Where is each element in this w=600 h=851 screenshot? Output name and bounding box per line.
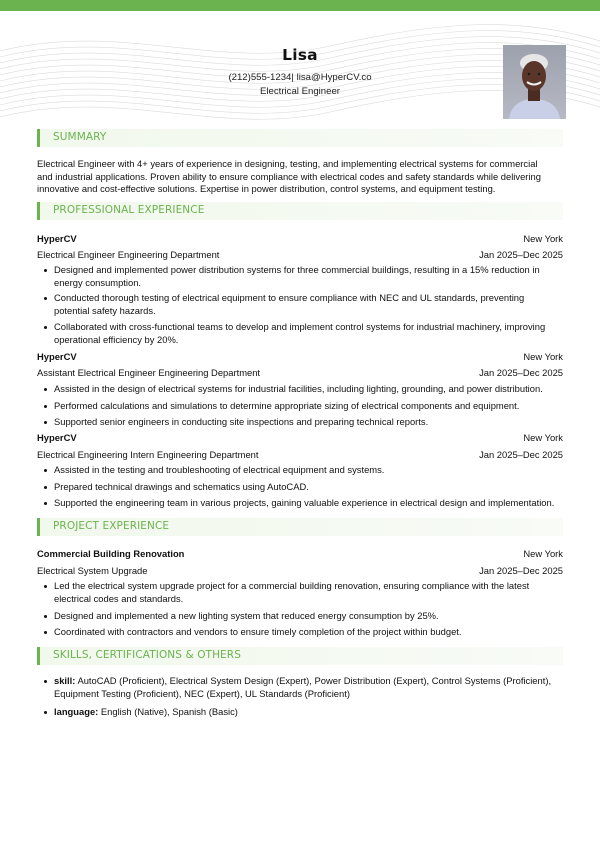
experience-heading: PROFESSIONAL EXPERIENCE <box>53 204 205 216</box>
profile-photo <box>503 45 566 119</box>
bullet-line: Conducted thorough testing of electrical equipment to ensure compliance with NEC and UL standards, preventing <box>54 292 525 303</box>
bullet-line: Designed and implemented power distribution systems for three commercial buildings, resulting in a 15% reduction in <box>54 264 540 275</box>
job-dates: Jan 2025–Dec 2025 <box>479 249 563 260</box>
job-role-row <box>37 249 563 261</box>
bullet-line: electrical codes and standards. <box>54 592 184 604</box>
project-role-row <box>37 565 563 577</box>
summary-line: and industrial applications. Proven ability to ensure compliance with electrical codes and safety standards while delivering <box>37 170 541 182</box>
list-item <box>42 497 562 510</box>
bullet-line <box>54 706 562 719</box>
list-item <box>42 383 562 396</box>
company-name: HyperCV <box>37 233 77 244</box>
email: lisa@HyperCV.co <box>296 72 372 83</box>
project-section-header <box>37 518 563 536</box>
job-location: New York <box>523 351 563 362</box>
project-role: Electrical System Upgrade <box>37 565 148 576</box>
project-header-row <box>37 548 563 560</box>
contact-separator: | <box>291 72 294 83</box>
bullet-line: Led the electrical system upgrade project for a commercial building renovation, ensuring compliance with the latest <box>54 580 530 591</box>
job-dates: Jan 2025–Dec 2025 <box>479 367 563 378</box>
list-item <box>42 400 562 413</box>
list-item <box>42 626 562 639</box>
skill-item <box>42 675 562 700</box>
job-role: Electrical Engineering Intern Engineering Department <box>37 449 259 460</box>
job-header-row <box>37 233 563 245</box>
summary-line: innovative and cost-effective solutions. Expertise in power distribution, control systems, and equipment testing. <box>37 183 496 195</box>
language-label: language: <box>54 706 99 717</box>
experience-section-header <box>37 202 563 220</box>
company-name: HyperCV <box>37 432 77 443</box>
bullet-line: Prepared technical drawings and schematics using AutoCAD. <box>54 481 309 492</box>
project-name: Commercial Building Renovation <box>37 548 185 559</box>
bullet-line: energy consumption. <box>54 276 142 288</box>
bullet-line: Coordinated with contractors and vendors to ensure timely completion of the project within budget. <box>54 626 462 637</box>
bullet-line: Supported senior engineers in conducting site inspections and preparing technical reports. <box>54 416 429 427</box>
bullet-line: operational efficiency by 20%. <box>54 333 179 345</box>
project-heading: PROJECT EXPERIENCE <box>53 520 170 532</box>
skills-heading: SKILLS, CERTIFICATIONS & OTHERS <box>53 649 241 661</box>
bullet-line: Designed and implemented a new lighting system that reduced energy consumption by 25%. <box>54 610 439 621</box>
skills-section-header <box>37 647 563 665</box>
list-item <box>42 321 562 346</box>
list-item <box>42 264 562 289</box>
list-item <box>42 610 562 623</box>
bullet-line: Assisted in the testing and troubleshooting of electrical equipment and systems. <box>54 464 385 475</box>
company-name: HyperCV <box>37 351 77 362</box>
job-role-row <box>37 449 563 461</box>
list-item <box>42 464 562 477</box>
phone: (212)555-1234 <box>228 72 292 83</box>
list-item <box>42 481 562 494</box>
language-item <box>42 706 562 719</box>
bullet-line: Performed calculations and simulations to determine appropriate sizing of electrical components and equipment. <box>54 400 520 411</box>
job-header-row <box>37 432 563 444</box>
summary-section-header <box>37 129 563 147</box>
skill-label: skill: <box>54 675 76 686</box>
list-item <box>42 580 562 605</box>
job-location: New York <box>523 233 563 244</box>
project-dates: Jan 2025–Dec 2025 <box>479 565 563 576</box>
bullet-line: Supported the engineering team in various projects, gaining valuable experience in electrical design and implementation. <box>54 497 555 508</box>
job-dates: Jan 2025–Dec 2025 <box>479 449 563 460</box>
job-location: New York <box>523 432 563 443</box>
job-role: Electrical Engineer Engineering Department <box>37 249 220 260</box>
candidate-name: Lisa <box>282 46 318 64</box>
job-role: Assistant Electrical Engineer Engineering Department <box>37 367 261 378</box>
top-accent-bar <box>0 0 600 11</box>
bullet-line: Assisted in the design of electrical systems for industrial facilities, including lighting, grounding, and power distribution. <box>54 383 543 394</box>
list-item <box>42 292 562 317</box>
job-title: Electrical Engineer <box>260 86 340 97</box>
summary-heading: SUMMARY <box>53 131 107 143</box>
skill-value: AutoCAD (Proficient), Electrical System Design (Expert), Power Distribution (Expert), Control Systems (Proficient), <box>77 675 552 686</box>
job-header-row <box>37 351 563 363</box>
list-item <box>42 416 562 429</box>
summary-line: Electrical Engineer with 4+ years of experience in designing, testing, and implementing electrical systems for commercial <box>37 158 538 169</box>
language-value: English (Native), Spanish (Basic) <box>100 706 238 717</box>
project-location: New York <box>523 548 563 559</box>
bullet-line: Collaborated with cross-functional teams to develop and implement control systems for industrial machinery, improving <box>54 321 546 332</box>
bullet-line: potential safety hazards. <box>54 304 156 316</box>
job-role-row <box>37 367 563 379</box>
bullet-line <box>54 675 562 688</box>
bullet-line: Equipment Testing (Proficient), NEC (Expert), UL Standards (Proficient) <box>54 687 350 699</box>
summary-text <box>37 158 565 196</box>
